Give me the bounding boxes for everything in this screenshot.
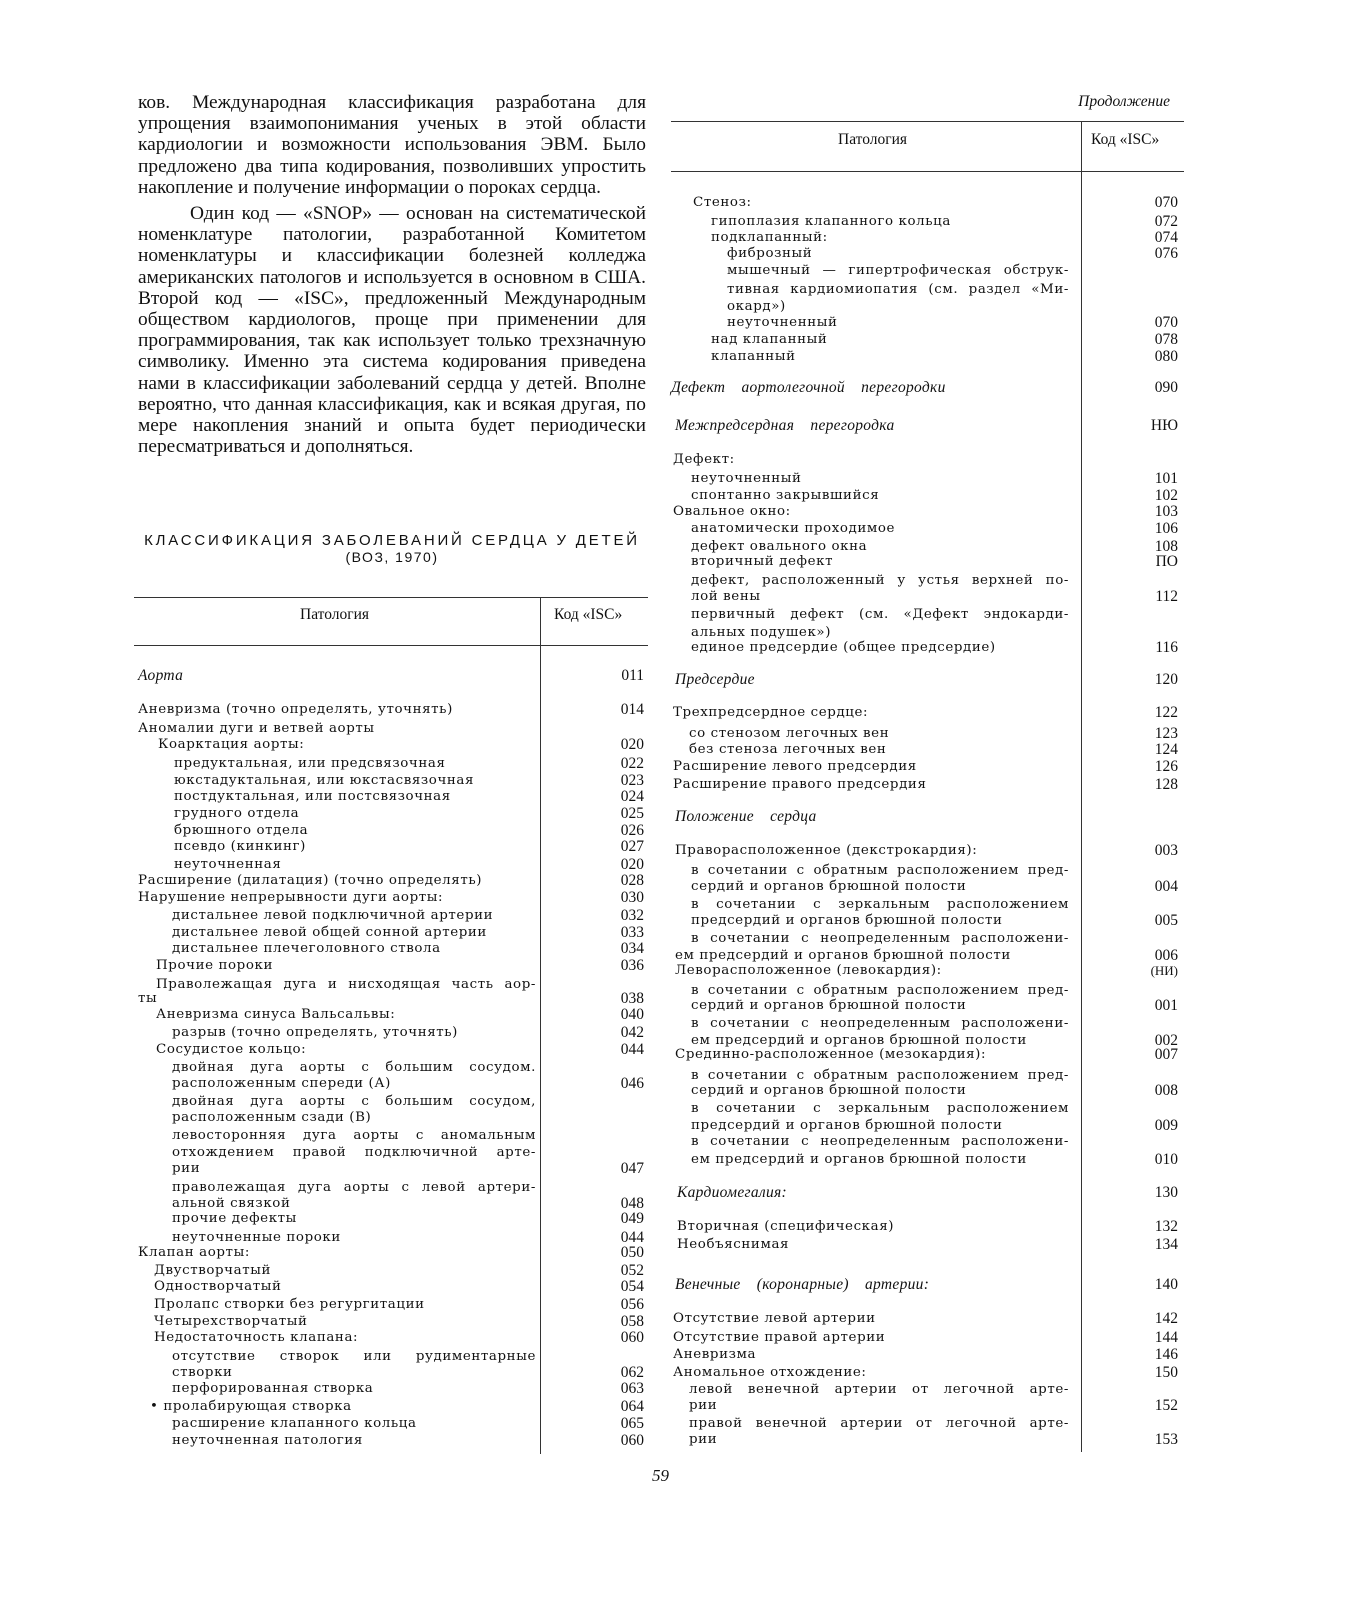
code-cell: 038 (620, 990, 644, 1007)
pathology-cell: предсердий и органов брюшной полости (691, 913, 1003, 928)
pathology-cell: Аномалии дуги и ветвей аорты (138, 721, 375, 736)
pathology-cell: клапанный (711, 349, 796, 364)
code-cell: 152 (1154, 1397, 1178, 1414)
pathology-cell: расположенным спереди (А) (172, 1076, 391, 1091)
code-cell: 076 (1154, 245, 1178, 262)
pathology-cell: ты (138, 991, 158, 1006)
table-row (671, 503, 1184, 521)
table-row (671, 348, 1184, 366)
table-row (671, 1151, 1184, 1169)
code-cell: 044 (620, 1229, 644, 1246)
pathology-cell: фиброзный (727, 246, 813, 261)
pathology-cell: Праворасположенное (декстрокардия): (675, 843, 978, 858)
code-cell: 049 (620, 1210, 644, 1227)
code-cell: 060 (620, 1329, 644, 1346)
pathology-cell: Стеноз: (693, 195, 752, 210)
pathology-cell: левой венечной артерии от легочной арте- (689, 1382, 1069, 1397)
pathology-cell: Леворасположенное (левокардия): (675, 963, 942, 978)
table-row (671, 1133, 1184, 1151)
table-row (671, 520, 1184, 538)
pathology-cell: подклапанный: (711, 230, 828, 245)
pathology-cell: предсердий и органов брюшной полости (691, 1118, 1003, 1133)
pathology-cell: первичный дефект (см. «Дефект эндокарди- (691, 607, 1069, 622)
code-cell: 150 (1154, 1364, 1178, 1381)
table-row (138, 889, 650, 907)
code-cell: 070 (1154, 314, 1178, 331)
code-cell: 130 (1154, 1184, 1178, 1201)
code-cell: 052 (620, 1262, 644, 1279)
table-row (671, 194, 1184, 212)
table-row (671, 1329, 1184, 1347)
pathology-cell: Двустворчатый (154, 1263, 272, 1278)
code-cell: 020 (620, 736, 644, 753)
code-cell: 070 (1154, 194, 1178, 211)
code-cell: 128 (1154, 776, 1178, 793)
pathology-cell: Дефект аортолегочной перегородки (671, 379, 946, 396)
pathology-cell: Клапан аорты: (138, 1245, 250, 1260)
table-row (671, 930, 1184, 948)
header-pathology: Патология (300, 606, 370, 623)
code-cell: 005 (1154, 912, 1178, 929)
code-cell: 008 (1154, 1082, 1178, 1099)
code-cell: 003 (1154, 842, 1178, 859)
table-row (671, 1364, 1184, 1382)
code-cell: 044 (620, 1041, 644, 1058)
table-header-rule (134, 645, 648, 646)
page-number: 59 (652, 1466, 669, 1485)
code-cell: 032 (620, 907, 644, 924)
table-row (671, 331, 1184, 349)
code-cell: 024 (620, 788, 644, 805)
code-cell: 101 (1154, 470, 1178, 487)
table-row (671, 470, 1184, 488)
table-row (138, 788, 650, 806)
pathology-cell: прочие дефекты (172, 1211, 297, 1226)
pathology-cell: предуктальная, или предсвязочная (174, 756, 446, 771)
pathology-cell: рии (689, 1432, 718, 1447)
header-code-right: Код «ISC» (1091, 131, 1160, 148)
classification-title: КЛАССИФИКАЦИЯ ЗАБОЛЕВАНИЙ СЕРДЦА У ДЕТЕЙ (144, 532, 640, 549)
code-cell: 134 (1154, 1236, 1178, 1253)
classification-subtitle: (ВОЗ, 1970) (345, 549, 439, 565)
pathology-cell: Трехпредсердное сердце: (673, 705, 869, 720)
pathology-cell: Венечные (коронарные) артерии: (675, 1276, 930, 1293)
pathology-cell: над клапанный (711, 332, 828, 347)
table-row (671, 245, 1184, 263)
code-cell: 027 (620, 838, 644, 855)
code-cell: 064 (620, 1398, 644, 1415)
pathology-cell: Аорта (138, 667, 184, 684)
pathology-cell: дефект овального окна (691, 539, 868, 554)
table-row (671, 1082, 1184, 1100)
pathology-cell: ем предсердий и органов брюшной полости (691, 1152, 1027, 1167)
code-cell: 106 (1154, 520, 1178, 537)
pathology-cell: дефект, расположенный у устья верхней по- (691, 573, 1069, 588)
pathology-cell: окард») (727, 299, 786, 314)
code-cell: 028 (620, 872, 644, 889)
pathology-cell: Срединно-расположенное (мезокардия): (675, 1047, 987, 1062)
pathology-cell: Расширение левого предсердия (673, 759, 917, 774)
code-cell: 120 (1154, 671, 1178, 688)
table-row (138, 1415, 650, 1433)
code-cell: 036 (620, 957, 644, 974)
pathology-cell: ем предсердий и органов брюшной полости (691, 1033, 1027, 1048)
table-row (671, 1100, 1184, 1118)
table-top-rule-right (671, 121, 1184, 122)
pathology-cell: ем предсердий и органов брюшной полости (675, 948, 1011, 963)
code-cell: 074 (1154, 229, 1178, 246)
header-pathology-right: Патология (838, 131, 908, 148)
code-cell: 006 (1154, 947, 1178, 964)
classification-title-block (138, 532, 646, 566)
code-cell: 116 (1155, 639, 1178, 656)
code-cell: 004 (1154, 878, 1178, 895)
pathology-cell: двойная дуга аорты с большим сосудом. (172, 1060, 536, 1075)
table-row (138, 1127, 650, 1145)
table-row (138, 1278, 650, 1296)
code-cell: 040 (620, 1006, 644, 1023)
table-row (671, 379, 1184, 397)
code-cell: 072 (1154, 213, 1178, 230)
table-row (671, 1310, 1184, 1328)
table-row (671, 808, 1184, 826)
table-header-rule-right (671, 171, 1184, 172)
table-row (671, 878, 1184, 896)
code-cell: 007 (1154, 1046, 1178, 1063)
table-row (671, 281, 1184, 299)
code-cell: 014 (620, 701, 644, 718)
pathology-cell: • пролабирующая створка (150, 1399, 352, 1414)
table-row (138, 805, 650, 823)
pathology-cell: в сочетании с обратным расположением пред- (691, 863, 1069, 878)
pathology-cell: Овальное окно: (673, 504, 791, 519)
pathology-cell: в сочетании с неопределенным расположени- (691, 931, 1069, 946)
pathology-cell: единое предсердие (общее предсердие) (691, 640, 996, 655)
pathology-cell: Сосудистое кольцо: (156, 1042, 307, 1057)
pathology-cell: Дефект: (673, 452, 735, 467)
table-row (138, 872, 650, 890)
table-row (671, 1397, 1184, 1415)
table-row (671, 741, 1184, 759)
code-cell: 034 (620, 940, 644, 957)
pathology-cell: Аневризма (673, 1347, 757, 1362)
code-cell: 001 (1154, 997, 1178, 1014)
pathology-cell: в сочетании с зеркальным расположением (691, 1101, 1069, 1116)
code-cell: 090 (1154, 379, 1178, 396)
table-row (671, 776, 1184, 794)
pathology-cell: брюшного отдела (174, 823, 309, 838)
code-cell: 050 (620, 1244, 644, 1261)
pathology-cell: Расширение правого предсердия (673, 777, 927, 792)
table-row (671, 671, 1184, 689)
table-row (138, 1024, 650, 1042)
pathology-cell: Расширение (дилатация) (точно определять) (138, 873, 483, 888)
pathology-cell: со стенозом легочных вен (689, 726, 890, 741)
code-cell: 140 (1154, 1276, 1178, 1293)
code-cell: 146 (1154, 1346, 1178, 1363)
pathology-cell: тивная кардиомиопатия (см. раздел «Ми- (727, 282, 1069, 297)
pathology-cell: Праволежащая дуга и нисходящая часть аор- (156, 977, 536, 992)
code-cell: 056 (620, 1296, 644, 1313)
code-cell: ПО (1155, 553, 1178, 570)
code-cell: 078 (1154, 331, 1178, 348)
table-row (671, 1346, 1184, 1364)
pathology-cell: сердий и органов брюшной полости (691, 1083, 967, 1098)
pathology-cell: Недостаточность клапана: (154, 1330, 359, 1345)
pathology-cell: праволежащая дуга аорты с левой артери- (172, 1180, 536, 1195)
code-cell: 023 (620, 772, 644, 789)
pathology-cell: неуточненный (727, 315, 838, 330)
table-row (671, 588, 1184, 606)
code-cell: 124 (1154, 741, 1178, 758)
pathology-cell: двойная дуга аорты с большим сосудом, (172, 1094, 536, 1109)
pathology-cell: разрыв (точно определять, уточнять) (172, 1025, 458, 1040)
table-row (671, 451, 1184, 469)
pathology-cell: расширение клапанного кольца (172, 1416, 417, 1431)
table-row (671, 704, 1184, 722)
code-cell: 062 (620, 1364, 644, 1381)
pathology-cell: отсутствие створок или рудиментарные (172, 1349, 536, 1364)
code-cell: 047 (620, 1160, 644, 1177)
pathology-cell: левосторонняя дуга аорты с аномальным (172, 1128, 536, 1143)
intro-paragraph-2: Один код — «SNOP» — основан на систематической номенклатуре патологии, разработанной Комитетом номенклатуры и классификации болезней колледжа американских патологов и используется в основном в США. Второй код — «ISC», предложенный Международным обществом кардиологов, проще при применении для программирования, так как использует только трехзначную символику. Именно эта система кодирования приведена нами в классификации заболеваний сердца у детей. Вполне вероятно, что данная классификация, как и всякая другая, по мере накопления знаний и опыта будет периодически пересматриваться и дополняться. (138, 203, 646, 458)
intro-text (138, 92, 646, 462)
pathology-cell: анатомически проходимое (691, 521, 896, 536)
table-row (671, 553, 1184, 571)
pathology-cell: неуточненная (174, 857, 282, 872)
code-cell: 108 (1154, 538, 1178, 555)
code-cell: 126 (1154, 758, 1178, 775)
code-cell: 123 (1154, 725, 1178, 742)
pathology-cell: правой венечной артерии от легочной арте- (689, 1416, 1069, 1431)
pathology-cell: Аневризма (точно определять, уточнять) (138, 702, 453, 717)
pathology-cell: Кардиомегалия: (677, 1184, 787, 1201)
table-row (671, 758, 1184, 776)
code-cell: 026 (620, 822, 644, 839)
pathology-cell: неуточненная патология (172, 1433, 363, 1448)
table-row (671, 1046, 1184, 1064)
pathology-cell: неуточненные пороки (172, 1230, 341, 1245)
table-row (138, 1041, 650, 1059)
pathology-cell: альной связкой (172, 1196, 291, 1211)
pathology-cell: Пролапс створки без регургитации (154, 1297, 425, 1312)
pathology-cell: расположенным сзади (В) (172, 1110, 372, 1125)
pathology-cell: гипоплазия клапанного кольца (711, 214, 951, 229)
table-row (138, 1109, 650, 1127)
pathology-cell: Вторичная (специфическая) (677, 1219, 895, 1234)
pathology-cell: дистальнее плечеголовного ствола (172, 941, 441, 956)
code-cell: 144 (1154, 1329, 1178, 1346)
pathology-cell: Одностворчатый (154, 1279, 282, 1294)
pathology-cell: постдуктальная, или постсвязочная (174, 789, 451, 804)
code-cell: 033 (620, 924, 644, 941)
table-row (138, 957, 650, 975)
table-row (671, 1276, 1184, 1294)
code-cell: 142 (1154, 1310, 1178, 1327)
pathology-cell: Межпредсердная перегородка (675, 417, 895, 434)
table-row (138, 1075, 650, 1093)
table-row (138, 1160, 650, 1178)
code-cell: 048 (620, 1195, 644, 1212)
table-row (671, 417, 1184, 435)
table-row (138, 1244, 650, 1262)
pathology-cell: юкстадуктальная, или юкстасвязочная (174, 773, 475, 788)
pathology-cell: псевдо (кинкинг) (174, 839, 306, 854)
pathology-cell: Аномальное отхождение: (673, 1365, 867, 1380)
pathology-cell: мышечный — гипертрофическая обструк- (727, 263, 1069, 278)
pathology-cell: Отсутствие правой артерии (673, 1330, 886, 1345)
code-cell: 025 (620, 805, 644, 822)
pathology-cell: отхождением правой подключичной арте- (172, 1145, 536, 1160)
code-cell: 010 (1154, 1151, 1178, 1168)
table-row (138, 940, 650, 958)
table-row (138, 667, 650, 685)
code-cell: 132 (1154, 1218, 1178, 1235)
code-cell: 060 (620, 1432, 644, 1449)
table-row (671, 1184, 1184, 1202)
pathology-cell: перфорированная створка (172, 1381, 374, 1396)
continuation-label: Продолжение (1078, 93, 1170, 110)
pathology-cell: Аневризма синуса Вальсальвы: (156, 1007, 396, 1022)
code-cell: 153 (1154, 1431, 1178, 1448)
table-row (138, 1398, 650, 1416)
pathology-cell: Коарктация аорты: (158, 737, 305, 752)
table-row (138, 907, 650, 925)
code-cell: 022 (620, 755, 644, 772)
table-row (671, 606, 1184, 624)
code-cell: 122 (1154, 704, 1178, 721)
pathology-cell: сердий и органов брюшной полости (691, 998, 967, 1013)
pathology-cell: рии (172, 1161, 201, 1176)
pathology-cell: в сочетании с неопределенным расположени- (691, 1016, 1069, 1031)
pathology-cell: грудного отдела (174, 806, 300, 821)
code-cell: 065 (620, 1415, 644, 1432)
table-row (138, 1380, 650, 1398)
pathology-cell: лой вены (691, 589, 761, 604)
table-row (671, 1218, 1184, 1236)
table-row (138, 755, 650, 773)
pathology-cell: неуточненный (691, 471, 802, 486)
pathology-cell: Положение сердца (675, 808, 817, 825)
pathology-cell: в сочетании с обратным расположением пред- (691, 983, 1069, 998)
table-row (138, 1329, 650, 1347)
table-row (671, 962, 1184, 980)
pathology-cell: Прочие пороки (156, 958, 273, 973)
code-cell: (НИ) (1150, 963, 1178, 978)
pathology-cell: сердий и органов брюшной полости (691, 879, 967, 894)
table-row (671, 639, 1184, 657)
pathology-cell: рии (689, 1398, 718, 1413)
code-cell: 011 (621, 667, 644, 684)
pathology-cell: Предсердие (675, 671, 755, 688)
pathology-cell: в сочетании с обратным расположением пред- (691, 1068, 1069, 1083)
table-row (671, 262, 1184, 280)
code-cell: 063 (620, 1380, 644, 1397)
code-cell: НЮ (1150, 417, 1178, 434)
table-row (138, 701, 650, 719)
code-cell: 054 (620, 1278, 644, 1295)
code-cell: 042 (620, 1024, 644, 1041)
pathology-cell: в сочетании с зеркальным расположением (691, 897, 1069, 912)
pathology-cell: Необъяснимая (677, 1237, 790, 1252)
header-code: Код «ISC» (554, 606, 623, 623)
pathology-cell: створки (172, 1365, 233, 1380)
table-row (138, 838, 650, 856)
code-cell: 046 (620, 1075, 644, 1092)
code-cell: 009 (1154, 1117, 1178, 1134)
table-top-rule (134, 597, 648, 598)
table-row (671, 1236, 1184, 1254)
code-cell: 103 (1154, 503, 1178, 520)
code-cell: 030 (620, 889, 644, 906)
table-row (671, 1015, 1184, 1033)
pathology-cell: в сочетании с неопределенным расположени- (691, 1134, 1069, 1149)
code-cell: 102 (1154, 487, 1178, 504)
pathology-cell: вторичный дефект (691, 554, 834, 569)
table-row (138, 1296, 650, 1314)
pathology-cell: дистальнее левой общей сонной артерии (172, 925, 487, 940)
code-cell: 002 (1154, 1032, 1178, 1049)
pathology-cell: Нарушение непрерывности дуги аорты: (138, 890, 444, 905)
pathology-cell: альных подушек») (691, 625, 832, 640)
pathology-cell: без стеноза легочных вен (689, 742, 887, 757)
table-row (671, 1431, 1184, 1449)
pathology-cell: дистальнее левой подключичной артерии (172, 908, 494, 923)
table-row (671, 912, 1184, 930)
pathology-cell: Отсутствие левой артерии (673, 1311, 876, 1326)
table-row (671, 314, 1184, 332)
intro-paragraph-1: ков. Международная классификация разработана для упрощения взаимопонимания ученых в этой области кардиологии и возможности использования ЭВМ. Было предложено два типа кодирования, позволивших упростить накопление и получение информации о пороках сердца. (138, 92, 646, 198)
pathology-cell: Четырехстворчатый (154, 1314, 308, 1329)
code-cell: 112 (1155, 588, 1178, 605)
table-row (138, 1210, 650, 1228)
code-cell: 058 (620, 1313, 644, 1330)
code-cell: 080 (1154, 348, 1178, 365)
table-row (138, 736, 650, 754)
code-cell: 020 (620, 856, 644, 873)
table-row (138, 1432, 650, 1450)
table-row (138, 1006, 650, 1024)
pathology-cell: спонтанно закрывшийся (691, 488, 880, 503)
table-row (671, 842, 1184, 860)
table-row (671, 997, 1184, 1015)
